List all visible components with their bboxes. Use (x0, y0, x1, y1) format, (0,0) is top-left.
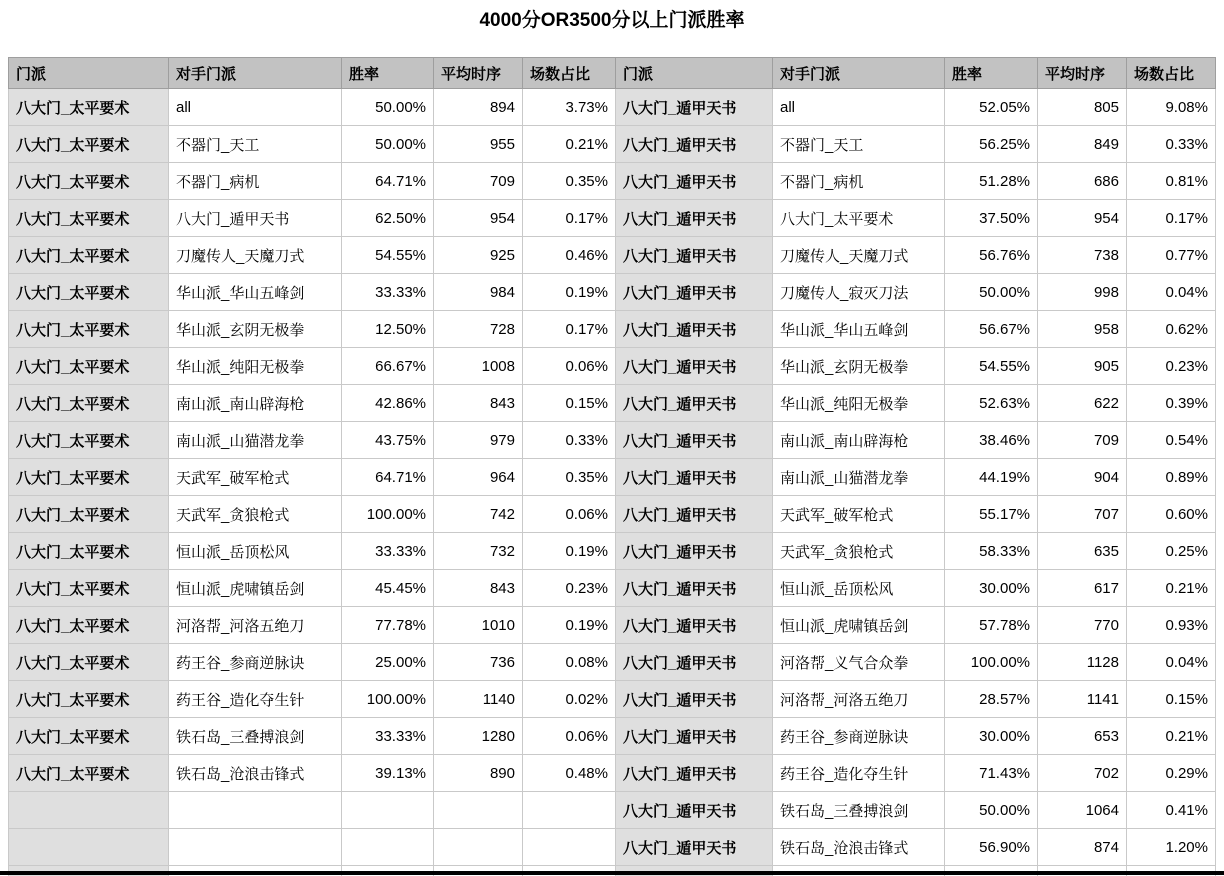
share-cell[interactable]: 3.73% (523, 89, 616, 126)
win-rate-cell[interactable]: 57.78% (945, 607, 1038, 644)
sect-cell[interactable]: 八大门_遁甲天书 (616, 200, 773, 237)
avg-time-cell[interactable]: 709 (434, 163, 523, 200)
share-cell[interactable]: 0.25% (1127, 533, 1216, 570)
win-rate-cell[interactable]: 51.28% (945, 163, 1038, 200)
avg-time-cell[interactable]: 686 (1038, 163, 1127, 200)
opponent-cell[interactable]: 药王谷_参商逆脉诀 (169, 644, 342, 681)
avg-time-cell[interactable]: 958 (1038, 311, 1127, 348)
share-cell[interactable]: 0.15% (1127, 681, 1216, 718)
win-rate-cell[interactable]: 45.45% (342, 570, 434, 607)
header-row (9, 58, 616, 89)
sect-cell[interactable]: 八大门_太平要术 (9, 644, 169, 681)
share-cell[interactable]: 0.39% (1127, 385, 1216, 422)
opponent-cell[interactable]: 华山派_玄阴无极拳 (773, 348, 945, 385)
table-row (9, 274, 616, 311)
table-row (616, 385, 1216, 422)
avg-time-cell[interactable]: 738 (1038, 237, 1127, 274)
opponent-cell[interactable]: 药王谷_造化夺生针 (773, 755, 945, 792)
column-header-opponent[interactable]: 对手门派 (773, 58, 945, 89)
share-cell[interactable]: 0.35% (523, 459, 616, 496)
win-rate-cell[interactable]: 30.00% (945, 570, 1038, 607)
opponent-cell[interactable]: 刀魔传人_天魔刀式 (169, 237, 342, 274)
win-rate-cell[interactable]: 54.55% (945, 348, 1038, 385)
avg-time-cell[interactable]: 905 (1038, 348, 1127, 385)
table-header-right (616, 58, 1216, 89)
opponent-cell[interactable]: 恒山派_虎啸镇岳剑 (169, 570, 342, 607)
share-cell[interactable]: 0.54% (1127, 422, 1216, 459)
win-rate-cell[interactable]: 64.71% (342, 163, 434, 200)
win-rate-cell[interactable]: 44.19% (945, 459, 1038, 496)
win-rate-cell[interactable]: 37.50% (945, 200, 1038, 237)
table-row (616, 755, 1216, 792)
avg-time-cell[interactable]: 770 (1038, 607, 1127, 644)
table-row (616, 311, 1216, 348)
avg-time-cell[interactable]: 709 (1038, 422, 1127, 459)
column-header-sect[interactable]: 门派 (616, 58, 773, 89)
share-cell[interactable]: 0.04% (1127, 644, 1216, 681)
share-cell[interactable]: 0.60% (1127, 496, 1216, 533)
page-title: 4000分OR3500分以上门派胜率 (479, 10, 745, 31)
share-cell[interactable]: 0.17% (523, 311, 616, 348)
share-cell[interactable]: 0.93% (1127, 607, 1216, 644)
table-row (616, 792, 1216, 829)
avg-time-cell[interactable]: 849 (1038, 126, 1127, 163)
share-cell[interactable]: 0.29% (1127, 755, 1216, 792)
sect-cell[interactable]: 八大门_太平要术 (9, 163, 169, 200)
share-cell[interactable]: 0.33% (523, 422, 616, 459)
win-rate-cell[interactable]: 62.50% (342, 200, 434, 237)
opponent-cell[interactable]: 不器门_天工 (169, 126, 342, 163)
avg-time-cell[interactable]: 1064 (1038, 792, 1127, 829)
sect-cell[interactable]: 八大门_太平要术 (9, 348, 169, 385)
column-header-sect[interactable]: 门派 (9, 58, 169, 89)
table-row (616, 89, 1216, 126)
avg-time-cell[interactable]: 954 (1038, 200, 1127, 237)
share-cell[interactable]: 0.46% (523, 237, 616, 274)
sect-cell[interactable]: 八大门_太平要术 (9, 237, 169, 274)
win-rate-cell[interactable]: 50.00% (342, 126, 434, 163)
sect-cell[interactable]: 八大门_太平要术 (9, 385, 169, 422)
opponent-cell[interactable]: 河洛帮_义气合众拳 (773, 644, 945, 681)
table-row (616, 237, 1216, 274)
sect-cell[interactable]: 八大门_遁甲天书 (616, 607, 773, 644)
avg-time-cell[interactable]: 622 (1038, 385, 1127, 422)
opponent-cell[interactable]: 刀魔传人_寂灭刀法 (773, 274, 945, 311)
share-cell[interactable]: 0.06% (523, 718, 616, 755)
avg-time-cell[interactable]: 843 (434, 570, 523, 607)
share-cell[interactable]: 0.35% (523, 163, 616, 200)
win-rate-cell[interactable]: 56.25% (945, 126, 1038, 163)
win-rate-cell[interactable]: 50.00% (945, 274, 1038, 311)
opponent-cell[interactable]: 恒山派_虎啸镇岳剑 (773, 607, 945, 644)
win-rate-cell[interactable]: 52.63% (945, 385, 1038, 422)
header-row (616, 58, 1216, 89)
opponent-cell[interactable]: 恒山派_岳顶松风 (169, 533, 342, 570)
table-body-right (616, 89, 1216, 876)
table-row (616, 718, 1216, 755)
share-cell[interactable]: 0.33% (1127, 126, 1216, 163)
share-cell[interactable]: 0.89% (1127, 459, 1216, 496)
share-cell[interactable]: 0.17% (1127, 200, 1216, 237)
table-row (616, 200, 1216, 237)
opponent-cell[interactable]: 华山派_华山五峰剑 (169, 274, 342, 311)
win-rate-cell[interactable]: 56.90% (945, 829, 1038, 866)
sect-cell[interactable]: 八大门_遁甲天书 (616, 644, 773, 681)
share-cell[interactable]: 0.81% (1127, 163, 1216, 200)
column-header-share[interactable]: 场数占比 (1127, 58, 1216, 89)
table-row (9, 89, 616, 126)
share-cell[interactable]: 0.17% (523, 200, 616, 237)
empty-cell[interactable] (523, 829, 616, 866)
sect-cell[interactable]: 八大门_遁甲天书 (616, 681, 773, 718)
table-header-left (9, 58, 616, 89)
empty-row (9, 829, 616, 866)
win-rate-cell[interactable]: 43.75% (342, 422, 434, 459)
win-rate-cell[interactable]: 12.50% (342, 311, 434, 348)
avg-time-cell[interactable]: 617 (1038, 570, 1127, 607)
win-rate-cell[interactable]: 52.05% (945, 89, 1038, 126)
opponent-cell[interactable]: all (169, 89, 342, 126)
avg-time-cell[interactable]: 728 (434, 311, 523, 348)
avg-time-cell[interactable]: 1141 (1038, 681, 1127, 718)
table-row (9, 459, 616, 496)
opponent-cell[interactable]: 铁石岛_三叠搏浪剑 (773, 792, 945, 829)
table-row (616, 570, 1216, 607)
win-rate-cell[interactable]: 50.00% (342, 89, 434, 126)
opponent-cell[interactable]: 铁石岛_沧浪击锋式 (169, 755, 342, 792)
win-rate-cell[interactable]: 30.00% (945, 718, 1038, 755)
avg-time-cell[interactable]: 954 (434, 200, 523, 237)
avg-time-cell[interactable]: 843 (434, 385, 523, 422)
win-rate-cell[interactable]: 42.86% (342, 385, 434, 422)
opponent-cell[interactable]: 河洛帮_河洛五绝刀 (169, 607, 342, 644)
table-row (9, 570, 616, 607)
opponent-cell[interactable]: 河洛帮_河洛五绝刀 (773, 681, 945, 718)
avg-time-cell[interactable]: 1008 (434, 348, 523, 385)
opponent-cell[interactable]: 刀魔传人_天魔刀式 (773, 237, 945, 274)
avg-time-cell[interactable]: 1280 (434, 718, 523, 755)
table-row (9, 237, 616, 274)
sect-cell[interactable]: 八大门_太平要术 (9, 718, 169, 755)
win-rate-cell[interactable]: 25.00% (342, 644, 434, 681)
sect-cell[interactable]: 八大门_遁甲天书 (616, 422, 773, 459)
table-row (616, 163, 1216, 200)
share-cell[interactable]: 0.15% (523, 385, 616, 422)
table-row (9, 607, 616, 644)
table-row (616, 274, 1216, 311)
table-row (9, 533, 616, 570)
win-rate-cell[interactable]: 58.33% (945, 533, 1038, 570)
win-rate-table-left (8, 57, 616, 876)
avg-time-cell[interactable]: 874 (1038, 829, 1127, 866)
opponent-cell[interactable]: 不器门_病机 (773, 163, 945, 200)
share-cell[interactable]: 0.08% (523, 644, 616, 681)
empty-sect-cell[interactable] (9, 829, 169, 866)
sect-cell[interactable]: 八大门_遁甲天书 (616, 792, 773, 829)
share-cell[interactable]: 1.20% (1127, 829, 1216, 866)
sect-cell[interactable]: 八大门_遁甲天书 (616, 274, 773, 311)
sect-cell[interactable]: 八大门_遁甲天书 (616, 829, 773, 866)
opponent-cell[interactable]: 不器门_病机 (169, 163, 342, 200)
table-row (9, 385, 616, 422)
share-cell[interactable]: 9.08% (1127, 89, 1216, 126)
sect-cell[interactable]: 八大门_太平要术 (9, 459, 169, 496)
avg-time-cell[interactable]: 984 (434, 274, 523, 311)
opponent-cell[interactable]: 南山派_山猫潜龙拳 (773, 459, 945, 496)
table-body-left (9, 89, 616, 876)
sect-cell[interactable]: 八大门_遁甲天书 (616, 496, 773, 533)
sect-cell[interactable]: 八大门_遁甲天书 (616, 163, 773, 200)
share-cell[interactable]: 0.04% (1127, 274, 1216, 311)
table-row (9, 311, 616, 348)
avg-time-cell[interactable]: 964 (434, 459, 523, 496)
opponent-cell[interactable]: 天武军_破军枪式 (773, 496, 945, 533)
column-header-win_rate[interactable]: 胜率 (342, 58, 434, 89)
column-header-avg_time[interactable]: 平均时序 (1038, 58, 1127, 89)
empty-cell[interactable] (342, 792, 434, 829)
avg-time-cell[interactable]: 736 (434, 644, 523, 681)
win-rate-cell[interactable]: 28.57% (945, 681, 1038, 718)
sect-cell[interactable]: 八大门_太平要术 (9, 274, 169, 311)
column-header-opponent[interactable]: 对手门派 (169, 58, 342, 89)
opponent-cell[interactable]: 恒山派_岳顶松风 (773, 570, 945, 607)
avg-time-cell[interactable]: 702 (1038, 755, 1127, 792)
avg-time-cell[interactable]: 904 (1038, 459, 1127, 496)
opponent-cell[interactable]: 铁石岛_沧浪击锋式 (773, 829, 945, 866)
share-cell[interactable]: 0.48% (523, 755, 616, 792)
avg-time-cell[interactable]: 635 (1038, 533, 1127, 570)
avg-time-cell[interactable]: 979 (434, 422, 523, 459)
sect-cell[interactable]: 八大门_太平要术 (9, 89, 169, 126)
win-rate-cell[interactable]: 77.78% (342, 607, 434, 644)
column-header-avg_time[interactable]: 平均时序 (434, 58, 523, 89)
sect-cell[interactable]: 八大门_遁甲天书 (616, 237, 773, 274)
share-cell[interactable]: 0.41% (1127, 792, 1216, 829)
sect-cell[interactable]: 八大门_太平要术 (9, 681, 169, 718)
avg-time-cell[interactable]: 998 (1038, 274, 1127, 311)
empty-cell[interactable] (169, 829, 342, 866)
win-rate-cell[interactable]: 39.13% (342, 755, 434, 792)
share-cell[interactable]: 0.02% (523, 681, 616, 718)
share-cell[interactable]: 0.21% (1127, 570, 1216, 607)
share-cell[interactable]: 0.19% (523, 607, 616, 644)
table-row (616, 829, 1216, 866)
empty-cell[interactable] (434, 829, 523, 866)
bottom-divider (0, 871, 1224, 875)
sect-cell[interactable]: 八大门_遁甲天书 (616, 348, 773, 385)
avg-time-cell[interactable]: 890 (434, 755, 523, 792)
table-row (616, 607, 1216, 644)
share-cell[interactable]: 0.23% (523, 570, 616, 607)
share-cell[interactable]: 0.19% (523, 533, 616, 570)
share-cell[interactable]: 0.21% (1127, 718, 1216, 755)
empty-cell[interactable] (523, 792, 616, 829)
opponent-cell[interactable]: 华山派_纯阳无极拳 (169, 348, 342, 385)
avg-time-cell[interactable]: 955 (434, 126, 523, 163)
opponent-cell[interactable]: 华山派_纯阳无极拳 (773, 385, 945, 422)
table-row (9, 681, 616, 718)
avg-time-cell[interactable]: 707 (1038, 496, 1127, 533)
win-rate-cell[interactable]: 100.00% (945, 644, 1038, 681)
win-rate-cell[interactable]: 38.46% (945, 422, 1038, 459)
opponent-cell[interactable]: 八大门_太平要术 (773, 200, 945, 237)
share-cell[interactable]: 0.77% (1127, 237, 1216, 274)
sect-cell[interactable]: 八大门_太平要术 (9, 607, 169, 644)
sect-cell[interactable]: 八大门_太平要术 (9, 496, 169, 533)
table-row (616, 348, 1216, 385)
table-row (616, 644, 1216, 681)
empty-row (9, 792, 616, 829)
sect-cell[interactable]: 八大门_遁甲天书 (616, 718, 773, 755)
share-cell[interactable]: 0.62% (1127, 311, 1216, 348)
opponent-cell[interactable]: 南山派_南山辟海枪 (169, 385, 342, 422)
share-cell[interactable]: 0.06% (523, 348, 616, 385)
opponent-cell[interactable]: 南山派_南山辟海枪 (773, 422, 945, 459)
win-rate-cell[interactable]: 100.00% (342, 496, 434, 533)
table-row (9, 348, 616, 385)
table-row (9, 496, 616, 533)
avg-time-cell[interactable]: 1010 (434, 607, 523, 644)
avg-time-cell[interactable]: 732 (434, 533, 523, 570)
table-row (9, 126, 616, 163)
opponent-cell[interactable]: 华山派_华山五峰剑 (773, 311, 945, 348)
sect-cell[interactable]: 八大门_太平要术 (9, 200, 169, 237)
opponent-cell[interactable]: 铁石岛_三叠搏浪剑 (169, 718, 342, 755)
opponent-cell[interactable]: 药王谷_参商逆脉诀 (773, 718, 945, 755)
sect-cell[interactable]: 八大门_太平要术 (9, 533, 169, 570)
empty-cell[interactable] (169, 792, 342, 829)
opponent-cell[interactable]: 不器门_天工 (773, 126, 945, 163)
table-row (616, 681, 1216, 718)
sect-cell[interactable]: 八大门_太平要术 (9, 570, 169, 607)
sect-cell[interactable]: 八大门_遁甲天书 (616, 570, 773, 607)
sect-cell[interactable]: 八大门_遁甲天书 (616, 533, 773, 570)
share-cell[interactable]: 0.19% (523, 274, 616, 311)
empty-cell[interactable] (342, 829, 434, 866)
table-row (616, 126, 1216, 163)
sect-cell[interactable]: 八大门_遁甲天书 (616, 459, 773, 496)
win-rate-cell[interactable]: 55.17% (945, 496, 1038, 533)
table-row (616, 459, 1216, 496)
column-header-share[interactable]: 场数占比 (523, 58, 616, 89)
sect-cell[interactable]: 八大门_遁甲天书 (616, 385, 773, 422)
win-rate-cell[interactable]: 33.33% (342, 533, 434, 570)
empty-sect-cell[interactable] (9, 792, 169, 829)
opponent-cell[interactable]: 药王谷_造化夺生针 (169, 681, 342, 718)
sect-cell[interactable]: 八大门_太平要术 (9, 126, 169, 163)
opponent-cell[interactable]: all (773, 89, 945, 126)
sect-cell[interactable]: 八大门_遁甲天书 (616, 755, 773, 792)
avg-time-cell[interactable]: 653 (1038, 718, 1127, 755)
sect-cell[interactable]: 八大门_太平要术 (9, 755, 169, 792)
table-row (616, 422, 1216, 459)
table-row (9, 718, 616, 755)
opponent-cell[interactable]: 南山派_山猫潜龙拳 (169, 422, 342, 459)
table-row (9, 755, 616, 792)
share-cell[interactable]: 0.21% (523, 126, 616, 163)
table-row (9, 163, 616, 200)
column-header-win_rate[interactable]: 胜率 (945, 58, 1038, 89)
opponent-cell[interactable]: 天武军_贪狼枪式 (773, 533, 945, 570)
table-row (9, 422, 616, 459)
table-row (9, 644, 616, 681)
avg-time-cell[interactable]: 925 (434, 237, 523, 274)
avg-time-cell[interactable]: 805 (1038, 89, 1127, 126)
win-rate-cell[interactable]: 54.55% (342, 237, 434, 274)
sect-cell[interactable]: 八大门_太平要术 (9, 311, 169, 348)
table-row (9, 200, 616, 237)
win-rate-cell[interactable]: 33.33% (342, 274, 434, 311)
table-row (616, 533, 1216, 570)
share-cell[interactable]: 0.23% (1127, 348, 1216, 385)
sect-cell[interactable]: 八大门_遁甲天书 (616, 126, 773, 163)
share-cell[interactable]: 0.06% (523, 496, 616, 533)
win-rate-cell[interactable]: 56.67% (945, 311, 1038, 348)
opponent-cell[interactable]: 天武军_贪狼枪式 (169, 496, 342, 533)
win-rate-cell[interactable]: 66.67% (342, 348, 434, 385)
table-row (616, 496, 1216, 533)
avg-time-cell[interactable]: 1128 (1038, 644, 1127, 681)
opponent-cell[interactable]: 华山派_玄阴无极拳 (169, 311, 342, 348)
empty-cell[interactable] (434, 792, 523, 829)
sect-cell[interactable]: 八大门_太平要术 (9, 422, 169, 459)
win-rate-cell[interactable]: 33.33% (342, 718, 434, 755)
win-rate-cell[interactable]: 56.76% (945, 237, 1038, 274)
win-rate-cell[interactable]: 71.43% (945, 755, 1038, 792)
sect-cell[interactable]: 八大门_遁甲天书 (616, 311, 773, 348)
sect-cell[interactable]: 八大门_遁甲天书 (616, 89, 773, 126)
opponent-cell[interactable]: 八大门_遁甲天书 (169, 200, 342, 237)
win-rate-cell[interactable]: 64.71% (342, 459, 434, 496)
avg-time-cell[interactable]: 1140 (434, 681, 523, 718)
avg-time-cell[interactable]: 894 (434, 89, 523, 126)
win-rate-cell[interactable]: 100.00% (342, 681, 434, 718)
win-rate-cell[interactable]: 50.00% (945, 792, 1038, 829)
win-rate-table-right (615, 57, 1216, 876)
opponent-cell[interactable]: 天武军_破军枪式 (169, 459, 342, 496)
avg-time-cell[interactable]: 742 (434, 496, 523, 533)
